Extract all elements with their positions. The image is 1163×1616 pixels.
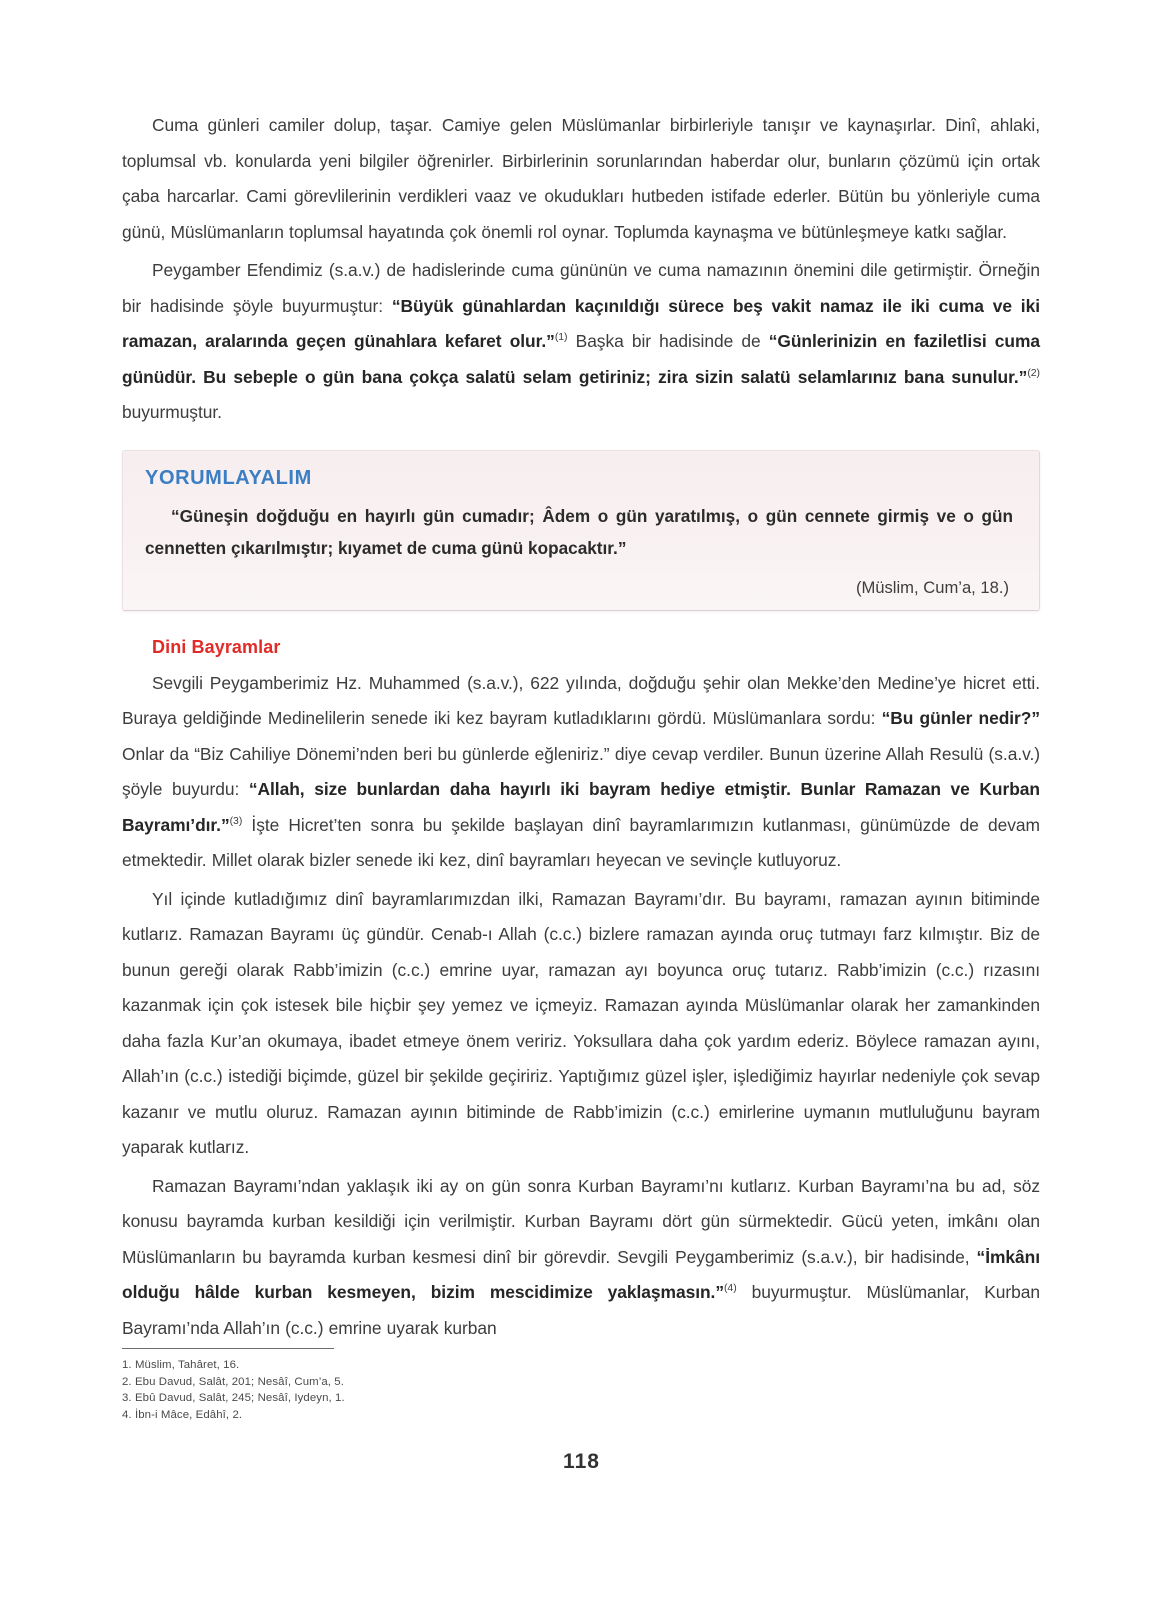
yorumlayalim-source: (Müslim, Cum’a, 18.) (855, 577, 1009, 597)
paragraph-2-hadith-quote-2: “Günlerinizin en faziletlisi cuma günüdür. Bu sebeple o gün bana çokça salatü selam getiriniz; zira sizin salatü selamlarınız bana sunulur.” (122, 331, 1040, 387)
section-heading-dini-bayramlar: Dini Bayramlar (152, 636, 281, 657)
footnote-item: 3. Ebû Davud, Salât, 245; Nesâî, Iydeyn, 1. (122, 1392, 345, 1404)
footnote-ref-4: (4) (723, 1282, 737, 1295)
paragraph-3 (122, 666, 1040, 879)
paragraph-3-quote-1: “Bu günler nedir?” (881, 708, 1040, 728)
paragraph-2-text-2: Başka bir hadisinde de (567, 331, 769, 351)
paragraph-2-text-3: buyurmuştur. (122, 402, 222, 422)
paragraph-5-quote-1: “İmkânı olduğu hâlde kurban kesmeyen, bizim mescidimize yaklaşmasın.” (122, 1246, 1040, 1302)
footnote-ref-2: (2) (1027, 366, 1040, 379)
paragraph-3-quote-2: “Allah, size bunlardan daha hayırlı iki bayram hediye etmiştir. Bunlar Ramazan ve Kurban Bayramı’dır.” (122, 779, 1040, 835)
footnote-item: 4. İbn-i Mâce, Edâhî, 2. (122, 1408, 243, 1421)
footnote-ref-3: (3) (229, 814, 243, 827)
footnote-item: 2. Ebu Davud, Salât, 201; Nesâî, Cum’a, 5. (122, 1375, 345, 1388)
paragraph-1: Cuma günleri camiler dolup, taşar. Camiye gelen Müslümanlar birbirleriyle tanışır ve kaynaşırlar. Dinî, ahlaki, toplumsal vb. konularda yeni bilgiler öğrenirler. Birbirlerinin sorunlarından haberdar olur, bunların çözümü için ortak çaba harcarlar. Cami görevlilerinin verdikleri vaaz ve okudukları hutbeden istifade ederler. Bütün bu yönleriyle cuma günü, Müslümanların toplumsal hayatında çok önemli rol oynar. Toplumda kaynaşma ve bütünleşmeye katkı sağlar. (122, 115, 1040, 242)
paragraph-3-text-1: Sevgili Peygamberimiz Hz. Muhammed (s.a.v.), 622 yılında, doğduğu şehir olan Mekke’den Medine’ye hicret etti. Buraya geldiğinde Medinelilerin senede iki kez bayram kutladıklarını gördü. Müslümanlara sordu: (122, 672, 1040, 728)
yorumlayalim-box (122, 450, 1040, 611)
page-number: 118 (563, 1450, 600, 1473)
paragraph-3-text-3: İşte Hicret’ten sonra bu şekilde başlayan dinî bayramlarımızın kutlanması, günümüzde de devam etmektedir. Millet olarak bizler senede iki kez, dinî bayramları heyecan ve sevinçle kutluyoruz. (122, 814, 1040, 870)
yorumlayalim-title: YORUMLAYALIM (145, 466, 312, 489)
paragraph-5-text-1: Ramazan Bayramı’ndan yaklaşık iki ay on gün sonra Kurban Bayramı’nı kutlarız. Kurban Bayramı’na bu ad, söz konusu bayramda kurban kesildiği için verilmiştir. Kurban Bayramı dört gün sürmektedir. Gücü yeten, imkânı olan Müslümanların bu bayramda kurban kesmesi dinî bir görevdir. Sevgili Peygamberimiz (s.a.v.), bir hadisinde, (122, 1175, 1040, 1267)
paragraph-2 (122, 253, 1040, 431)
paragraph-5 (122, 1169, 1040, 1347)
footnote-ref-1: (1) (554, 331, 568, 344)
paragraph-2-text-1: Peygamber Efendimiz (s.a.v.) de hadislerinde cuma gününün ve cuma namazının önemini dile getirmiştir. Örneğin bir hadisinde şöyle buyurmuştur: (122, 260, 1040, 316)
paragraph-5-text-2: buyurmuştur. Müslümanlar, Kurban Bayramı’nda Allah’ın (c.c.) emrine uyarak kurban (122, 1282, 1040, 1338)
footnote-section (122, 1348, 622, 1423)
page-content (122, 108, 1040, 1349)
footnote-item: 1. Müslim, Tahâret, 16. (122, 1359, 240, 1371)
yorumlayalim-quote: “Güneşin doğduğu en hayırlı gün cumadır; Âdem o gün yaratılmış, o gün cennete girmiş ve o gün cennetten çıkarılmıştır; kıyamet de cuma günü kopacaktır.” (145, 505, 1013, 558)
paragraph-3-text-2: Onlar da “Biz Cahiliye Dönemi’nden beri bu günlerde eğleniriz.” diye cevap verdiler. Bunun üzerine Allah Resulü (s.a.v.) şöyle buyurdu: (122, 743, 1040, 799)
paragraph-4: Yıl içinde kutladığımız dinî bayramlarımızdan ilki, Ramazan Bayramı’dır. Bu bayramı, ramazan ayının bitiminde kutlarız. Ramazan Bayramı üç gündür. Cenab-ı Allah (c.c.) bizlere ramazan ayında oruç tutmayı farz kılmıştır. Biz de bunun gereği olarak Rabb’imizin (c.c.) emrine uyar, ramazan ayı boyunca oruç tutarız. Rabb’imizin (c.c.) rızasını kazanmak için çok istesek bile hiçbir şey yemez ve içmeyiz. Ramazan ayında Müslümanlar olarak her zamankinden daha fazla Kur’an okumaya, ibadet etmeye önem veririz. Yoksullara daha çok yardım ederiz. Böylece ramazan ayını, Allah’ın (c.c.) istediği biçimde, güzel bir şekilde geçiririz. Yaptığımız güzel işler, işlediğimiz hayırlar nedeniyle çok sevap kazanır ve mutlu oluruz. Ramazan ayının bitiminde de Rabb’imizin (c.c.) emirlerine uymanın mutluluğunu bayram yaparak kutlarız. (122, 888, 1040, 1157)
footnote-divider (122, 1348, 334, 1349)
paragraph-2-hadith-quote-1: “Büyük günahlardan kaçınıldığı sürece beş vakit namaz ile iki cuma ve iki ramazan, aralarında geçen günahlara kefaret olur.” (122, 295, 1040, 351)
